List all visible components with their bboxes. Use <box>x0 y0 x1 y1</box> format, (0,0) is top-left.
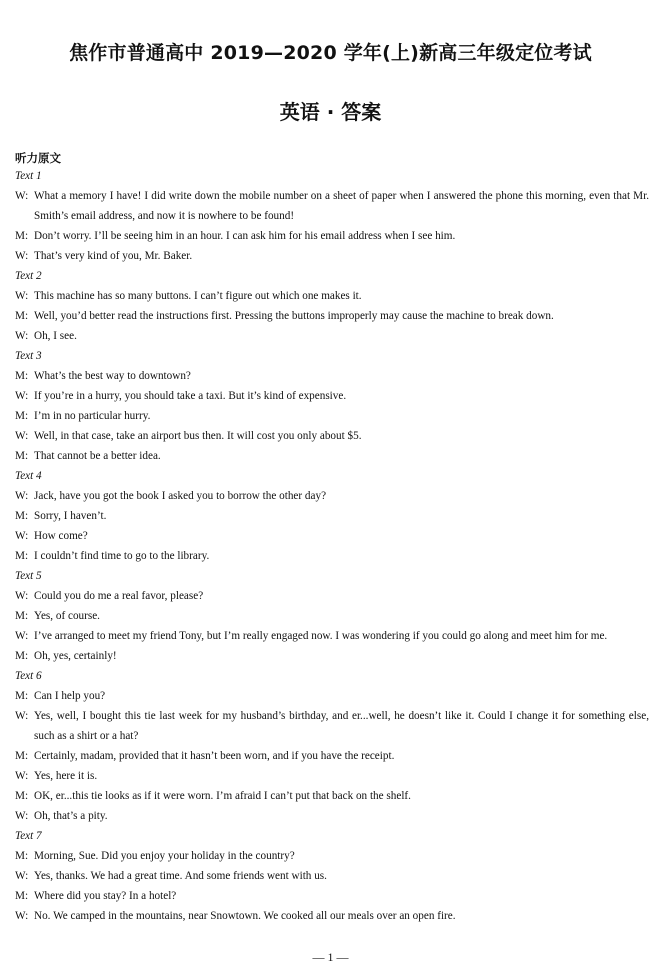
dialogue-line <box>15 886 649 906</box>
dialogue-line <box>15 446 649 466</box>
dialogue-line <box>15 386 649 406</box>
text-label: Text 3 <box>15 350 42 362</box>
speaker-label: M: <box>15 310 29 322</box>
utterance-text: That cannot be a better idea. <box>34 450 161 462</box>
dialogue-line <box>15 786 649 806</box>
speaker-label: W: <box>15 430 29 442</box>
utterance-text: If you’re in a hurry, you should take a taxi. But it’s kind of expensive. <box>34 390 347 402</box>
speaker-label: W: <box>15 530 29 542</box>
utterance-text: What’s the best way to downtown? <box>34 370 191 382</box>
speaker-label: W: <box>15 250 29 262</box>
dialogue-line <box>15 606 649 626</box>
dialogue-line <box>15 646 649 666</box>
speaker-label: M: <box>15 790 29 802</box>
dialogue-line <box>15 686 649 706</box>
dialogue-line <box>15 366 649 386</box>
utterance-text: Yes, here it is. <box>34 770 98 782</box>
speaker-label: W: <box>15 190 29 202</box>
speaker-label: M: <box>15 510 29 522</box>
dialogue-line <box>15 706 649 746</box>
utterance-text: Oh, I see. <box>34 330 77 342</box>
speaker-label: M: <box>15 750 29 762</box>
utterance-text: Don’t worry. I’ll be seeing him in an hour. I can ask him for his email address when I see him. <box>34 230 456 242</box>
speaker-label: M: <box>15 650 29 662</box>
transcript-body <box>15 166 649 926</box>
utterance-text: Can I help you? <box>34 690 106 702</box>
speaker-label: W: <box>15 590 29 602</box>
speaker-label: W: <box>15 910 29 922</box>
dialogue-line <box>15 286 649 306</box>
dialogue-line <box>15 766 649 786</box>
text-label: Text 1 <box>15 170 42 182</box>
dialogue-line <box>15 426 649 446</box>
text-label: Text 4 <box>15 470 42 482</box>
utterance-text: What a memory I have! I did write down the mobile number on a sheet of paper when I answered the phone this morning, even that Mr. Smith’s email address, and now it is nowhere to be found! <box>34 190 649 222</box>
dialogue-line <box>15 526 649 546</box>
speaker-label: W: <box>15 390 29 402</box>
section-title: 听力原文 <box>15 151 61 165</box>
utterance-text: Oh, that’s a pity. <box>34 810 108 822</box>
utterance-text: Yes, well, I bought this tie last week for my husband’s birthday, and er...well, he doesn’t like it. Could I change it for something else, such as a shirt or a hat? <box>34 710 649 742</box>
utterance-text: I’m in no particular hurry. <box>34 410 151 422</box>
utterance-text: Yes, of course. <box>34 610 100 622</box>
text-label: Text 5 <box>15 570 42 582</box>
speaker-label: W: <box>15 810 29 822</box>
text-label: Text 7 <box>15 830 42 842</box>
speaker-label: W: <box>15 330 29 342</box>
utterance-text: Certainly, madam, provided that it hasn’t been worn, and if you have the receipt. <box>34 750 395 762</box>
utterance-text: No. We camped in the mountains, near Snowtown. We cooked all our meals over an open fire. <box>34 910 456 922</box>
document-subtitle: 英语 · 答案 <box>279 100 382 124</box>
utterance-text: I couldn’t find time to go to the library. <box>34 550 210 562</box>
speaker-label: M: <box>15 610 29 622</box>
dialogue-line <box>15 806 649 826</box>
speaker-label: M: <box>15 850 29 862</box>
utterance-text: How come? <box>34 530 88 542</box>
speaker-label: W: <box>15 290 29 302</box>
utterance-text: OK, er...this tie looks as if it were worn. I’m afraid I can’t put that back on the shelf. <box>34 790 411 802</box>
dialogue-line <box>15 226 649 246</box>
text-label: Text 6 <box>15 670 42 682</box>
utterance-text: Morning, Sue. Did you enjoy your holiday in the country? <box>34 850 295 862</box>
speaker-label: W: <box>15 490 29 502</box>
dialogue-line <box>15 326 649 346</box>
dialogue-line <box>15 846 649 866</box>
utterance-text: Yes, thanks. We had a great time. And some friends went with us. <box>34 870 327 882</box>
utterance-text: Well, you’d better read the instructions first. Pressing the buttons improperly may cause the machine to break down. <box>34 310 554 322</box>
dialogue-line <box>15 546 649 566</box>
utterance-text: Sorry, I haven’t. <box>34 510 107 522</box>
dialogue-line <box>15 306 649 326</box>
utterance-text: That’s very kind of you, Mr. Baker. <box>34 250 193 262</box>
dialogue-line <box>15 406 649 426</box>
dialogue-line <box>15 586 649 606</box>
page-number: — 1 — <box>312 950 349 964</box>
speaker-label: M: <box>15 410 29 422</box>
speaker-label: W: <box>15 630 29 642</box>
speaker-label: M: <box>15 890 29 902</box>
utterance-text: Could you do me a real favor, please? <box>34 590 204 602</box>
utterance-text: I’ve arranged to meet my friend Tony, but I’m really engaged now. I was wondering if you could go along and meet him for me. <box>34 630 608 642</box>
speaker-label: M: <box>15 230 29 242</box>
dialogue-line <box>15 246 649 266</box>
speaker-label: W: <box>15 870 29 882</box>
dialogue-line <box>15 746 649 766</box>
dialogue-line <box>15 866 649 886</box>
dialogue-line <box>15 626 649 646</box>
speaker-label: M: <box>15 370 29 382</box>
speaker-label: M: <box>15 450 29 462</box>
utterance-text: Oh, yes, certainly! <box>34 650 117 662</box>
speaker-label: W: <box>15 710 29 722</box>
dialogue-line <box>15 906 649 926</box>
dialogue-line <box>15 186 649 226</box>
utterance-text: Jack, have you got the book I asked you to borrow the other day? <box>34 490 327 502</box>
text-label: Text 2 <box>15 270 42 282</box>
utterance-text: Where did you stay? In a hotel? <box>34 890 177 902</box>
speaker-label: M: <box>15 550 29 562</box>
document-title: 焦作市普通高中 2019—2020 学年(上)新高三年级定位考试 <box>69 42 592 64</box>
dialogue-line <box>15 486 649 506</box>
utterance-text: This machine has so many buttons. I can’t figure out which one makes it. <box>34 290 362 302</box>
dialogue-line <box>15 506 649 526</box>
speaker-label: M: <box>15 690 29 702</box>
speaker-label: W: <box>15 770 29 782</box>
utterance-text: Well, in that case, take an airport bus then. It will cost you only about $5. <box>34 430 362 442</box>
